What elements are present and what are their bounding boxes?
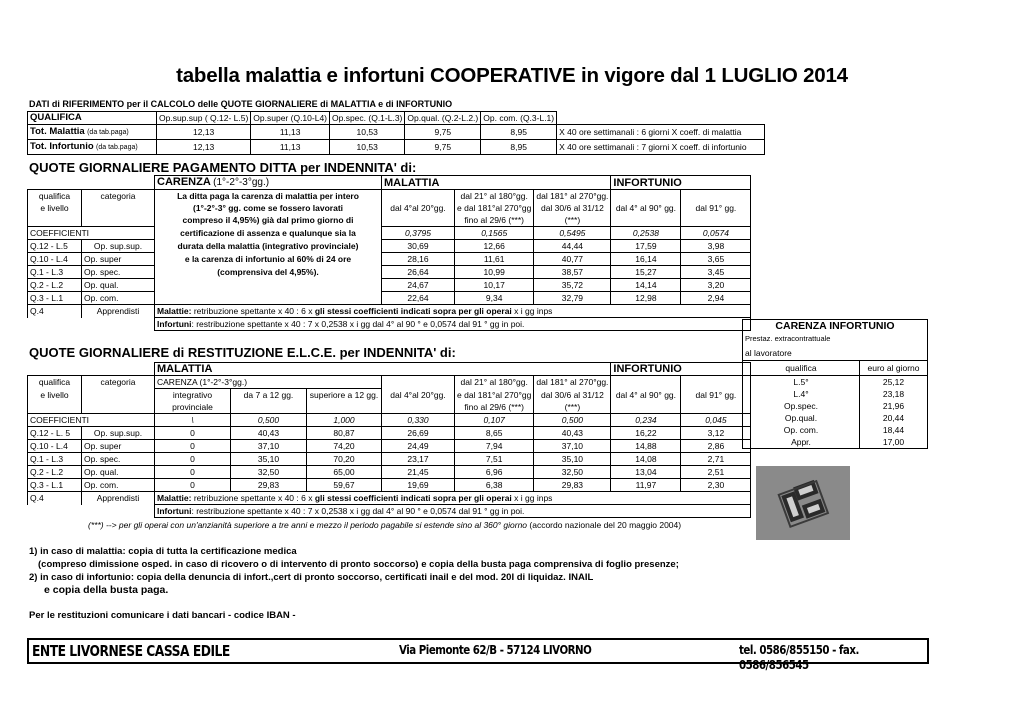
footnote — [88, 520, 681, 530]
table-cell: 29,83 — [534, 479, 611, 492]
footer-phone: tel. 0586/855150 - fax. 0586/856545 — [739, 642, 859, 672]
ref-col: Op.super (Q.10-L4) — [251, 112, 330, 125]
table-row — [28, 112, 765, 125]
table-row — [28, 240, 751, 253]
q4-text: x i gg inps — [511, 493, 553, 503]
coeff-cell: 0,0574 — [681, 227, 751, 240]
table-cell: 35,10 — [231, 453, 307, 466]
q4-text: retribuzione spettante x 40 : 6 x — [191, 493, 315, 503]
note-iban: Per le restituzioni comunicare i dati bancari - codice IBAN - — [29, 610, 296, 621]
ref-col: Op.qual. (Q.2-L.2.) — [405, 112, 481, 125]
table-cell: 3,45 — [681, 266, 751, 279]
table-cell: 32,50 — [534, 466, 611, 479]
ditta-table — [27, 175, 751, 331]
table-cell: 37,10 — [534, 440, 611, 453]
coeff-cell: 0,500 — [231, 414, 307, 427]
table-cell: 3,98 — [681, 240, 751, 253]
col-header: dal 21° al 180°gg. — [455, 376, 534, 389]
table-cell: 0 — [155, 453, 231, 466]
table-cell: 32,79 — [534, 292, 611, 305]
col-header: dal 4° al 90° gg. — [611, 202, 681, 214]
col-header: dal 91° gg. — [681, 202, 751, 214]
ditta-heading: QUOTE GIORNALIERE PAGAMENTO DITTA per INDENNITA' di: — [29, 160, 417, 175]
coeff-cell: 0,234 — [611, 414, 681, 427]
table-row — [28, 202, 751, 214]
page-title: tabella malattia e infortuni COOPERATIVE in vigore dal 1 LUGLIO 2014 — [176, 64, 848, 87]
table-row — [28, 466, 751, 479]
footer-address: Via Piemonte 62/B - 57124 LIVORNO — [399, 642, 592, 657]
col-header: dal 181° al 270°gg. — [534, 190, 611, 203]
table-row — [28, 214, 751, 227]
col-header: fino al 29/6 (***) — [455, 214, 534, 227]
ref-col: Op.spec. (Q.1-L.3) — [330, 112, 405, 125]
table-cell: 40,43 — [534, 427, 611, 440]
col-header: euro al giorno — [860, 361, 928, 376]
coeff-cell: 0,2538 — [611, 227, 681, 240]
table-cell: 9,34 — [455, 292, 534, 305]
row-q: Q.1 - L.3 — [28, 266, 82, 279]
table-row — [28, 305, 751, 318]
infortunio-header: INFORTUNIO — [611, 176, 751, 190]
q4-text: : restribuzione spettante x 40 : 7 x 0,2538 x i gg dal 4° al 90 ° e 0,0574 dal 91 ° gg in poi. — [191, 319, 525, 329]
table-cell: 14,08 — [611, 453, 681, 466]
table-row — [28, 414, 751, 427]
elce-table — [27, 362, 751, 518]
table-row — [28, 427, 751, 440]
q4-label: Malattie: — [157, 493, 192, 503]
row-cat: Apprendisti — [82, 305, 155, 318]
livello-header: e livello — [28, 202, 82, 214]
table-cell: 21,96 — [860, 400, 928, 412]
table-row — [743, 388, 928, 400]
table-cell: 2,71 — [681, 453, 751, 466]
table-cell: 14,14 — [611, 279, 681, 292]
carenza-infortunio-table — [742, 319, 928, 449]
table-cell: Op.qual. — [743, 412, 860, 424]
table-cell: Op.spec. — [743, 400, 860, 412]
table-row — [28, 440, 751, 453]
table-row — [28, 401, 751, 414]
coeff-cell: 0,3795 — [382, 227, 455, 240]
table-cell: 0 — [155, 479, 231, 492]
table-row — [28, 318, 751, 331]
table-cell: 20,44 — [860, 412, 928, 424]
col-header: qualifica — [743, 361, 860, 376]
table-cell: 0 — [155, 466, 231, 479]
elce-heading: QUOTE GIORNALIERE di RESTITUZIONE E.L.C.E. per INDENNITA' di: — [29, 345, 456, 360]
table-cell: 2,94 — [681, 292, 751, 305]
table-cell: 10,53 — [330, 140, 405, 155]
q4-text-bold: gli stessi coefficienti indicati sopra per gli operai — [314, 493, 512, 503]
table-cell: Appr. — [743, 436, 860, 449]
table-cell: 2,86 — [681, 440, 751, 453]
row-q: Q.12 - L. 5 — [28, 427, 82, 440]
col-header: integrativo — [155, 389, 231, 402]
table-row — [743, 400, 928, 412]
ref-table — [27, 111, 765, 155]
table-cell: 59,67 — [307, 479, 382, 492]
table-cell: 21,45 — [382, 466, 455, 479]
infortunio-header: INFORTUNIO — [611, 363, 751, 376]
row-cat: Apprendisti — [82, 492, 155, 505]
note-2b: e copia della busta paga. — [44, 584, 169, 596]
row-cat: Op. qual. — [82, 279, 155, 292]
ref-qualifica: QUALIFICA — [28, 112, 157, 125]
table-cell: 7,94 — [455, 440, 534, 453]
table-cell: 32,50 — [231, 466, 307, 479]
carenza-inf-line: Prestaz. extracontrattuale — [743, 332, 928, 346]
table-cell: 12,13 — [157, 125, 251, 140]
coeff-cell: 0,500 — [534, 414, 611, 427]
col-header: dal 30/6 al 31/12 — [534, 389, 611, 402]
col-header: dal 4°al 20°gg. — [382, 202, 455, 214]
table-cell: 23,18 — [860, 388, 928, 400]
carenza-header: CARENZA (1°-2°-3°gg.) — [155, 376, 382, 389]
table-cell: 12,98 — [611, 292, 681, 305]
row-q: Q.1 - L.3 — [28, 453, 82, 466]
table-row — [28, 492, 751, 505]
table-cell: 16,22 — [611, 427, 681, 440]
q4-text-bold: gli stessi coefficienti indicati sopra per gli operai — [314, 306, 512, 316]
row-cat: Op. sup.sup. — [82, 427, 155, 440]
col-header: da 7 a 12 gg. — [231, 389, 307, 402]
categoria-header: categoria — [82, 376, 155, 389]
q4-text: x i gg inps — [511, 306, 553, 316]
table-cell: 8,95 — [481, 140, 557, 155]
table-cell: 25,12 — [860, 376, 928, 389]
col-header: e dal 181°al 270°gg — [455, 389, 534, 402]
row-q: Q.10 - L.4 — [28, 440, 82, 453]
table-row — [743, 376, 928, 389]
table-cell: 40,77 — [534, 253, 611, 266]
row-q: Q.3 - L.1 — [28, 292, 82, 305]
table-cell: 0 — [155, 440, 231, 453]
table-row — [28, 292, 751, 305]
carenza-text: durata della malattia (integrativo provinciale) — [155, 240, 382, 253]
table-row — [743, 436, 928, 449]
table-row — [28, 266, 751, 279]
carenza-text: (comprensiva del 4,95%). — [155, 266, 382, 279]
row-q: Q.2 - L.2 — [28, 466, 82, 479]
row-q: Q.4 — [28, 305, 82, 318]
table-cell: 24,67 — [382, 279, 455, 292]
table-cell: 11,13 — [251, 125, 330, 140]
col-header: (***) — [534, 214, 611, 227]
col-header: e dal 181°al 270°gg — [455, 202, 534, 214]
footer — [27, 638, 929, 672]
table-row — [743, 412, 928, 424]
row-q: Q.4 — [28, 492, 82, 505]
q4-text: retribuzione spettante x 40 : 6 x — [191, 306, 315, 316]
table-cell: Op. com. — [743, 424, 860, 436]
table-row — [28, 125, 765, 140]
table-cell: 16,14 — [611, 253, 681, 266]
table-cell: 18,44 — [860, 424, 928, 436]
ref-row-sub: (da tab.paga) — [87, 129, 129, 136]
table-row — [28, 140, 765, 155]
table-row — [743, 346, 928, 361]
table-cell: 9,75 — [405, 125, 481, 140]
livello-header: e livello — [28, 389, 82, 402]
note-2: 2) in caso di infortunio: copia della denuncia di infort.,cert di pronto soccorso, certificati inail e del mod. 20I di liquidaz. INAIL — [29, 572, 594, 583]
coeff-cell: \ — [155, 414, 231, 427]
table-row — [28, 479, 751, 492]
table-cell: 23,17 — [382, 453, 455, 466]
ref-note: X 40 ore settimanali : 7 giorni X coeff. di infortunio — [557, 140, 765, 155]
table-cell: 10,99 — [455, 266, 534, 279]
q4-label: Infortuni — [157, 506, 192, 516]
table-cell: 44,44 — [534, 240, 611, 253]
table-row — [28, 389, 751, 402]
col-header: dal 4°al 20°gg. — [382, 389, 455, 402]
coeff-cell: 0,330 — [382, 414, 455, 427]
carenza-text: (1°-2°-3° gg. come se fossero lavorati — [155, 202, 382, 214]
row-cat: Op. spec. — [82, 266, 155, 279]
table-cell: 17,00 — [860, 436, 928, 449]
logo — [756, 466, 850, 540]
q4-label: Malattie: — [157, 306, 192, 316]
table-cell: 40,43 — [231, 427, 307, 440]
table-cell: 11,97 — [611, 479, 681, 492]
table-cell: 9,75 — [405, 140, 481, 155]
table-cell: 15,27 — [611, 266, 681, 279]
table-row — [28, 176, 751, 190]
table-cell: 7,51 — [455, 453, 534, 466]
carenza-text: compreso il 4,95%) già dal primo giorno di — [155, 214, 382, 227]
table-cell: 74,20 — [307, 440, 382, 453]
carenza-inf-title: CARENZA INFORTUNIO — [743, 320, 928, 333]
ref-row-sub: (da tab.paga) — [96, 144, 138, 151]
table-cell: 6,96 — [455, 466, 534, 479]
coeff-cell: 0,1565 — [455, 227, 534, 240]
coeff-label: COEFFICIENTI — [28, 227, 155, 240]
row-cat: Op. qual. — [82, 466, 155, 479]
table-cell: 29,83 — [231, 479, 307, 492]
row-cat: Op. super — [82, 440, 155, 453]
carenza-inf-line: al lavoratore — [743, 346, 928, 361]
logo-icon — [756, 466, 850, 540]
table-cell: 22,64 — [382, 292, 455, 305]
carenza-header: CARENZA — [157, 176, 211, 188]
table-cell: 30,69 — [382, 240, 455, 253]
col-header: provinciale — [155, 401, 231, 414]
table-cell: 2,30 — [681, 479, 751, 492]
coeff-cell: 0,107 — [455, 414, 534, 427]
table-cell: 26,69 — [382, 427, 455, 440]
table-cell: 10,53 — [330, 125, 405, 140]
table-row — [743, 361, 928, 376]
table-cell: 12,13 — [157, 140, 251, 155]
col-header: superiore a 12 gg. — [307, 389, 382, 402]
table-row — [28, 279, 751, 292]
row-cat: Op. sup.sup. — [82, 240, 155, 253]
table-cell: 26,64 — [382, 266, 455, 279]
table-cell: 11,61 — [455, 253, 534, 266]
coeff-cell: 0,5495 — [534, 227, 611, 240]
table-cell: 38,57 — [534, 266, 611, 279]
table-cell: 17,59 — [611, 240, 681, 253]
row-q: Q.12 - L.5 — [28, 240, 82, 253]
row-q: Q.2 - L.2 — [28, 279, 82, 292]
col-header: dal 181° al 270°gg. — [534, 376, 611, 389]
col-header: fino al 29/6 (***) — [455, 401, 534, 414]
table-cell: 35,10 — [534, 453, 611, 466]
table-cell: 3,20 — [681, 279, 751, 292]
table-cell: 8,65 — [455, 427, 534, 440]
table-row — [28, 227, 751, 240]
carenza-text: La ditta paga la carenza di malattia per intero — [155, 190, 382, 203]
coeff-label: COEFFICIENTI — [28, 414, 155, 427]
col-header: (***) — [534, 401, 611, 414]
table-row — [28, 376, 751, 389]
col-header: dal 4° al 90° gg. — [611, 389, 681, 402]
table-cell: 11,13 — [251, 140, 330, 155]
row-cat: Op. super — [82, 253, 155, 266]
footnote-italic: (***) --> per gli operai con un'anzianità superiore a tre anni e mezzo il periodo pagabile si estende sino al 360° giorno — [88, 520, 528, 530]
malattia-header: MALATTIA — [155, 363, 611, 376]
ref-row-label: Tot. Infortunio — [30, 141, 94, 152]
table-cell: 10,17 — [455, 279, 534, 292]
col-header: dal 91° gg. — [681, 389, 751, 402]
table-cell: 0 — [155, 427, 231, 440]
table-cell: 3,65 — [681, 253, 751, 266]
row-cat: Op. spec. — [82, 453, 155, 466]
table-cell: 3,12 — [681, 427, 751, 440]
categoria-header: categoria — [82, 190, 155, 203]
qualifica-header: qualifica — [28, 190, 82, 203]
coeff-cell: 0,045 — [681, 414, 751, 427]
table-cell: 12,66 — [455, 240, 534, 253]
table-row — [28, 363, 751, 376]
row-cat: Op. com. — [82, 479, 155, 492]
table-cell: 28,16 — [382, 253, 455, 266]
table-cell: 80,87 — [307, 427, 382, 440]
table-row — [743, 424, 928, 436]
table-cell: 14,88 — [611, 440, 681, 453]
col-header: dal 30/6 al 31/12 — [534, 202, 611, 214]
table-cell: 6,38 — [455, 479, 534, 492]
table-cell: 65,00 — [307, 466, 382, 479]
q4-text: : restribuzione spettante x 40 : 7 x 0,2538 x i gg dal 4° al 90 ° e 0,0574 dal 91 ° gg in poi. — [191, 506, 525, 516]
footer-name: ENTE LIVORNESE CASSA EDILE — [32, 642, 230, 660]
ref-heading: DATI di RIFERIMENTO per il CALCOLO delle QUOTE GIORNALIERE di MALATTIA e di INFORTUNIO — [29, 99, 453, 109]
carenza-text: e la carenza di infortunio al 60% di 24 ore — [155, 253, 382, 266]
table-row — [743, 320, 928, 333]
ref-row-label: Tot. Malattia — [30, 126, 85, 137]
ref-col: Op.sup.sup ( Q.12- L.5) — [157, 112, 251, 125]
table-row — [28, 253, 751, 266]
table-row — [28, 505, 751, 518]
table-cell: 37,10 — [231, 440, 307, 453]
malattia-header: MALATTIA — [382, 176, 611, 190]
table-row — [28, 190, 751, 203]
table-cell: 70,20 — [307, 453, 382, 466]
row-q: Q.10 - L.4 — [28, 253, 82, 266]
row-cat: Op. com. — [82, 292, 155, 305]
footnote-text: (accordo nazionale del 20 maggio 2004) — [527, 520, 682, 530]
carenza-header-sub: (1°-2°-3°gg.) — [213, 177, 270, 188]
col-header: dal 21° al 180°gg. — [455, 190, 534, 203]
table-cell: 2,51 — [681, 466, 751, 479]
q4-label: Infortuni — [157, 319, 192, 329]
table-cell: L.5° — [743, 376, 860, 389]
note-1b: (compreso dimissione osped. in caso di ricovero o di intervento di pronto soccorso) e copia della busta paga comprensiva di foglio presenze; — [38, 559, 679, 570]
ref-col: Op. com. (Q.3-L.1) — [481, 112, 557, 125]
ref-note: X 40 ore settimanali : 6 giorni X coeff. di malattia — [557, 125, 765, 140]
table-cell: 35,72 — [534, 279, 611, 292]
table-cell: 8,95 — [481, 125, 557, 140]
note-1: 1) in caso di malattia: copia di tutta la certificazione medica — [29, 546, 297, 557]
table-cell: L.4° — [743, 388, 860, 400]
table-row — [28, 453, 751, 466]
table-cell: 19,69 — [382, 479, 455, 492]
table-row — [743, 332, 928, 346]
table-cell: 24,49 — [382, 440, 455, 453]
row-q: Q.3 - L.1 — [28, 479, 82, 492]
coeff-cell: 1,000 — [307, 414, 382, 427]
qualifica-header: qualifica — [28, 376, 82, 389]
table-cell: 13,04 — [611, 466, 681, 479]
carenza-text: certificazione di assenza e qualunque sia la — [155, 227, 382, 240]
